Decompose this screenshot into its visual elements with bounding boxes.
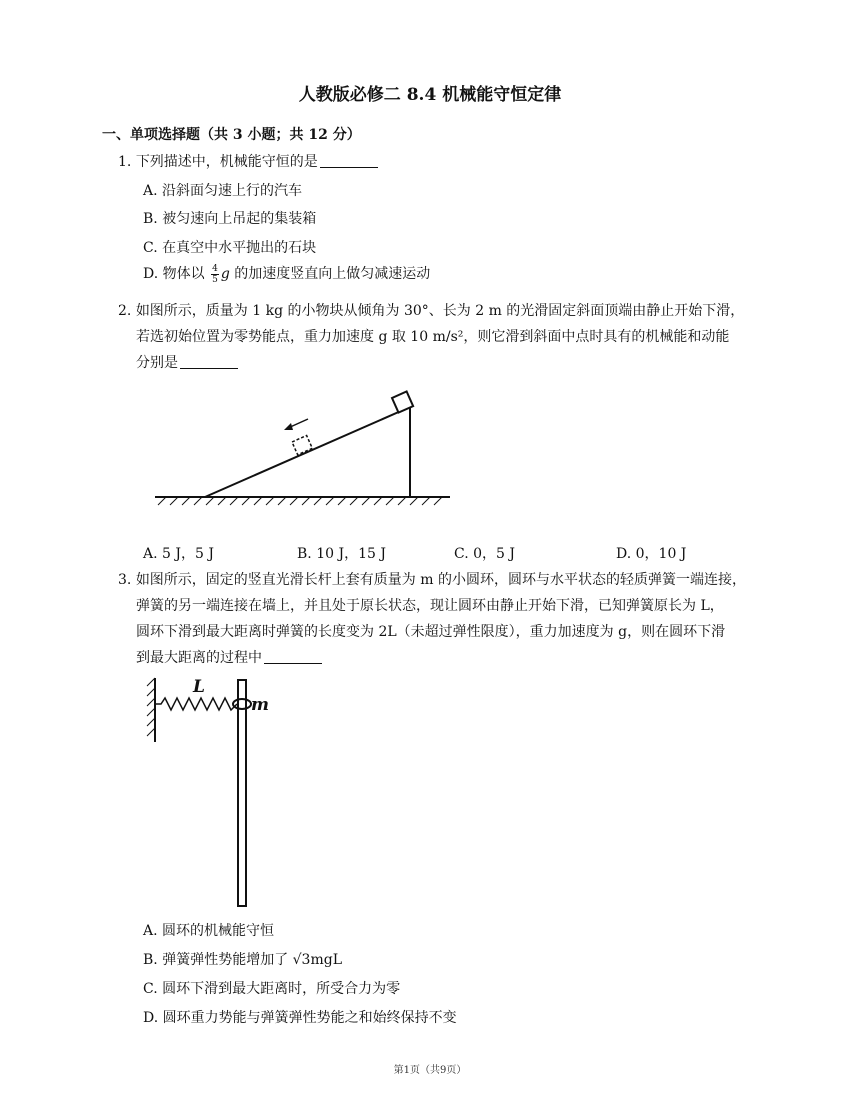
question-2-line-3 (136, 350, 238, 376)
document-title: 人教版必修二 8.4 机械能守恒定律 (298, 85, 562, 105)
question-number: 3. (118, 572, 132, 588)
motion-arrow-head (284, 423, 293, 430)
fraction-denominator: 5 (212, 274, 218, 285)
section-heading: 一、单项选择题（共 3 小题；共 12 分） (102, 127, 361, 143)
gravity-symbol: g (220, 266, 230, 282)
question-3-line-2: 弹簧的另一端连接在墙上，并且处于原长状态，现让圆环由静止开始下滑，已知弹簧原长为 L， (136, 598, 724, 614)
fraction (211, 264, 219, 285)
question-number: 1. (118, 154, 132, 170)
q2-option-a: A. 5 J，5 J (143, 546, 214, 562)
ring (233, 699, 251, 709)
option-d-suffix: 的加速度竖直向上做匀减速运动 (234, 266, 431, 282)
answer-blank (320, 153, 378, 168)
incline-diagram (150, 385, 455, 510)
q1-option-d (143, 263, 430, 285)
answer-blank (264, 649, 322, 664)
page-footer: 第1页（共9页） (393, 1065, 467, 1076)
q3-option-b: B. 弹簧弹性势能增加了 √3mgL (143, 952, 343, 968)
vertical-rod (238, 680, 246, 906)
q3-option-a: A. 圆环的机械能守恒 (143, 923, 275, 939)
q1-option-c: C. 在真空中水平抛出的石块 (143, 240, 317, 256)
q3-option-d: D. 圆环重力势能与弹簧弹性势能之和始终保持不变 (143, 1010, 457, 1026)
question-3-line-1 (118, 567, 746, 593)
q1-option-a: A. 沿斜面匀速上行的汽车 (143, 183, 303, 199)
question-text: 下列描述中，机械能守恒的是 (135, 154, 318, 170)
option-d-prefix: D. 物体以 (143, 266, 205, 282)
q2-option-d: D. 0，10 J (616, 546, 687, 562)
spring-length-label: L (193, 677, 205, 697)
question-text: 到最大距离的过程中 (136, 650, 262, 666)
question-1-stem (118, 149, 378, 175)
incline-surface (205, 407, 410, 497)
question-3-line-4 (136, 645, 322, 671)
question-text: 如图所示，固定的竖直光滑长杆上套有质量为 m 的小圆环，圆环与水平状态的轻质弹簧一端连接， (135, 572, 746, 588)
question-text: 分别是 (136, 355, 178, 371)
answer-blank (180, 354, 238, 369)
ground-hatching (158, 497, 442, 505)
question-3-line-3: 圆环下滑到最大距离时弹簧的长度变为 2L（未超过弹性限度），重力加速度为 g，则在圆环下滑 (136, 624, 726, 640)
q1-option-b: B. 被匀速向上吊起的集装箱 (143, 211, 317, 227)
mass-label: m (251, 695, 269, 715)
question-2-line-2: 若选初始位置为零势能点，重力加速度 g 取 10 m/s²，则它滑到斜面中点时具有的机械能和动能 (136, 329, 730, 345)
question-2-line-1 (118, 298, 744, 324)
q3-option-c: C. 圆环下滑到最大距离时，所受合力为零 (143, 981, 401, 997)
spring (155, 698, 237, 710)
wall-hatching (147, 678, 155, 736)
question-number: 2. (118, 303, 132, 319)
spring-ring-diagram (145, 672, 285, 912)
q2-option-b: B. 10 J，15 J (297, 546, 386, 562)
fraction-numerator: 4 (212, 263, 218, 274)
question-text: 如图所示，质量为 1 kg 的小物块从倾角为 30°、长为 2 m 的光滑固定斜面顶端由静止开始下滑， (135, 303, 745, 319)
q2-option-c: C. 0，5 J (454, 546, 515, 562)
